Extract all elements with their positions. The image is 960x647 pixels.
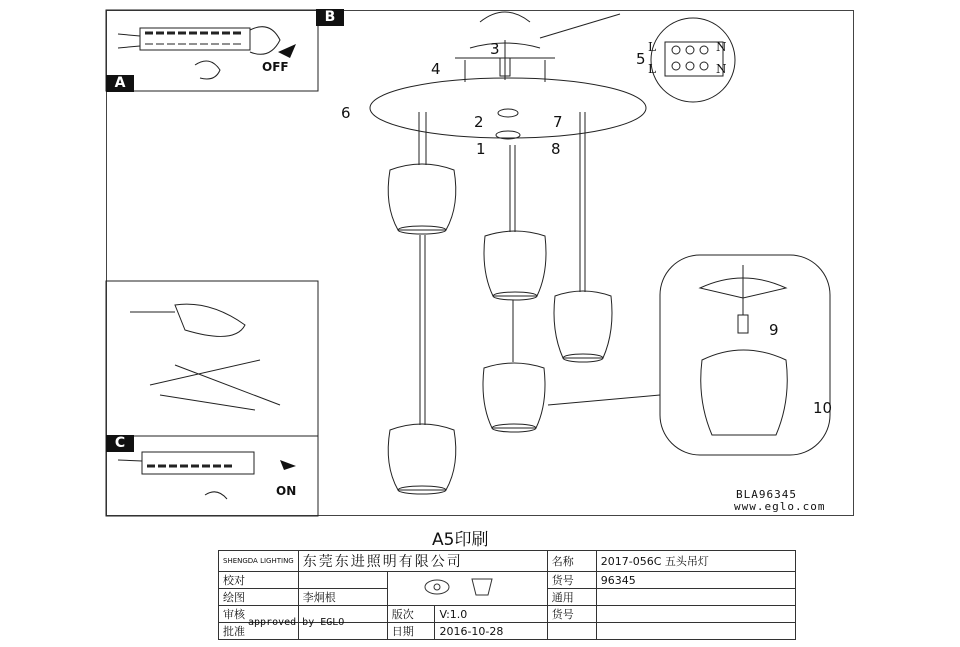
logo-graphic [387,572,547,606]
date-value: 2016-10-28 [435,623,547,640]
shade-3 [554,291,612,358]
off-label: OFF [262,60,289,74]
terminal-l-bottom: L [648,62,656,76]
box-c-label: C [106,435,134,452]
company-name: 东莞东进照明有限公司 [298,551,547,572]
general-label: 通用 [547,589,596,606]
inset-c-frame [106,436,318,516]
website: www.eglo.com [734,500,826,513]
logo: SHENGDA LIGHTING [219,551,299,572]
approved-by: approved by EGLO [248,617,345,628]
name-label: 名称 [547,551,596,572]
draw-label: 绘图 [219,589,299,606]
callout-2: 2 [474,113,484,131]
shade-4 [483,363,545,428]
callout-10: 10 [813,399,833,417]
terminal-detail [665,42,723,76]
terminal-detail-circle [651,18,735,102]
callout-5: 5 [636,50,646,68]
callout-4: 4 [431,60,441,78]
ceiling-bracket [455,12,620,82]
item-no-label-2: 货号 [547,606,596,623]
callout-6: 6 [341,104,351,122]
item-no-value: 96345 [596,572,795,589]
callout-8: 8 [551,140,561,158]
callout-3: 3 [490,40,500,58]
version-label: 版次 [387,606,435,623]
on-arrow [280,460,296,470]
canopy-plate [370,78,646,138]
terminal-block-b [118,27,280,79]
approve-label: 批准 [219,623,299,640]
shade-1 [388,164,456,230]
terminal-n-top: N [716,40,727,54]
inset-b-frame [106,281,318,436]
callout-9: 9 [769,321,779,339]
shade-5 [388,424,456,490]
terminal-n-bottom: N [716,62,727,76]
date-label: 日期 [387,623,435,640]
shade-2 [484,231,546,296]
box-a-label: A [106,75,134,92]
draw-value: 李炯根 [298,589,387,606]
print-size-label: A5印刷 [432,530,489,550]
connector-hand-inset [130,304,280,410]
terminal-l-top: L [648,40,656,54]
box-b-label: B [316,9,344,26]
off-arrow [278,44,296,58]
name-value: 2017-056C 五头吊灯 [596,551,795,572]
item-no-label: 货号 [547,572,596,589]
review-label: 审核 [219,606,299,623]
callout-7: 7 [553,113,563,131]
on-label: ON [276,484,297,498]
detail-bubble [660,255,833,455]
product-code: BLA96345 [736,488,797,501]
callout-1: 1 [476,140,486,158]
check-label: 校对 [219,572,299,589]
version-value: V:1.0 [435,606,547,623]
terminal-block-c [118,452,254,499]
